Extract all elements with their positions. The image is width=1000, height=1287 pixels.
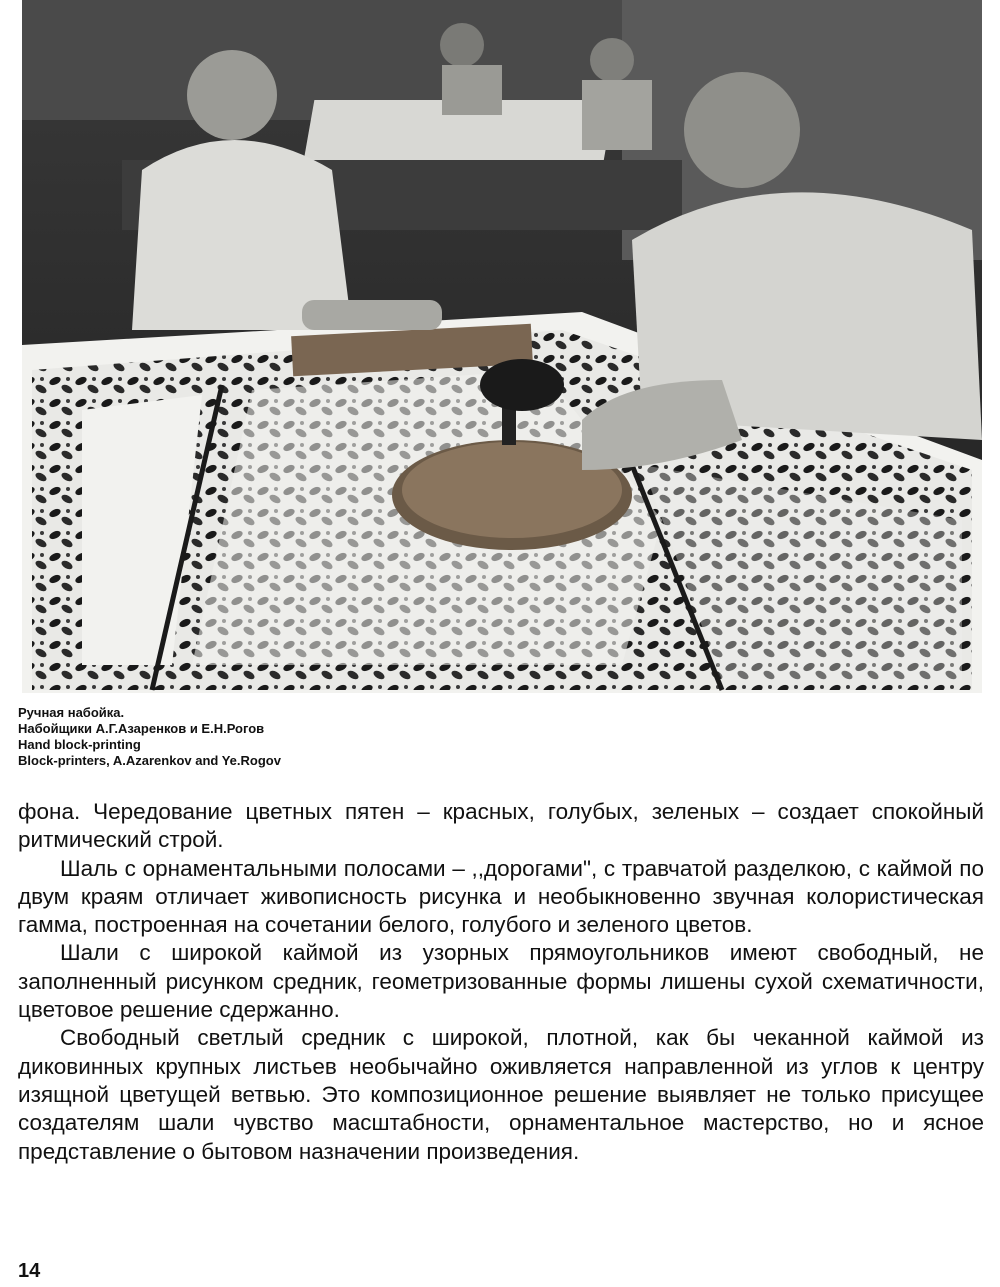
paragraph-4: Свободный светлый средник с широкой, плотной, как бы чеканной каймой из диковинных крупных листьев необычайно оживляется направленной из углов к центру изящной цветущей ветвью. Это композиционное решение выявляет не только присущее создателям шали чувство масштабности, орнаментальное мастерство, но и ясное представление о бытовом назначении произведения. bbox=[18, 1025, 984, 1164]
paragraph-1: фона. Чередование цветных пятен – красных, голубых, зеленых – создает спокойный ритмический строй. bbox=[18, 799, 984, 853]
photo-caption bbox=[18, 705, 518, 769]
paragraph-3: Шали с широкой каймой из узорных прямоугольников имеют свободный, не заполненный рисунком средник, геометризованные формы лишены сухой схематичности, цветовое решение сдержанно. bbox=[18, 940, 984, 1023]
caption-credits-en: Block-printers, A.Azarenkov and Ye.Rogov bbox=[18, 753, 281, 768]
paragraph-2: Шаль с орнаментальными полосами – ,,дорогами", с травчатой разделкою, с каймой по двум краям отличает живописность рисунка и необыкновенно звучная колористическая гамма, построенная на сочетании белого, голубого и зеленого цветов. bbox=[18, 855, 984, 938]
photo-block-printing bbox=[22, 0, 982, 693]
caption-title-en: Hand block-printing bbox=[18, 737, 141, 752]
photo-illustration bbox=[22, 0, 982, 693]
caption-credits-ru: Набойщики А.Г.Азаренков и Е.Н.Рогов bbox=[18, 721, 265, 736]
article-body bbox=[18, 798, 984, 1166]
caption-title-ru: Ручная набойка. bbox=[18, 705, 125, 720]
page-number: 14 bbox=[18, 1260, 41, 1282]
